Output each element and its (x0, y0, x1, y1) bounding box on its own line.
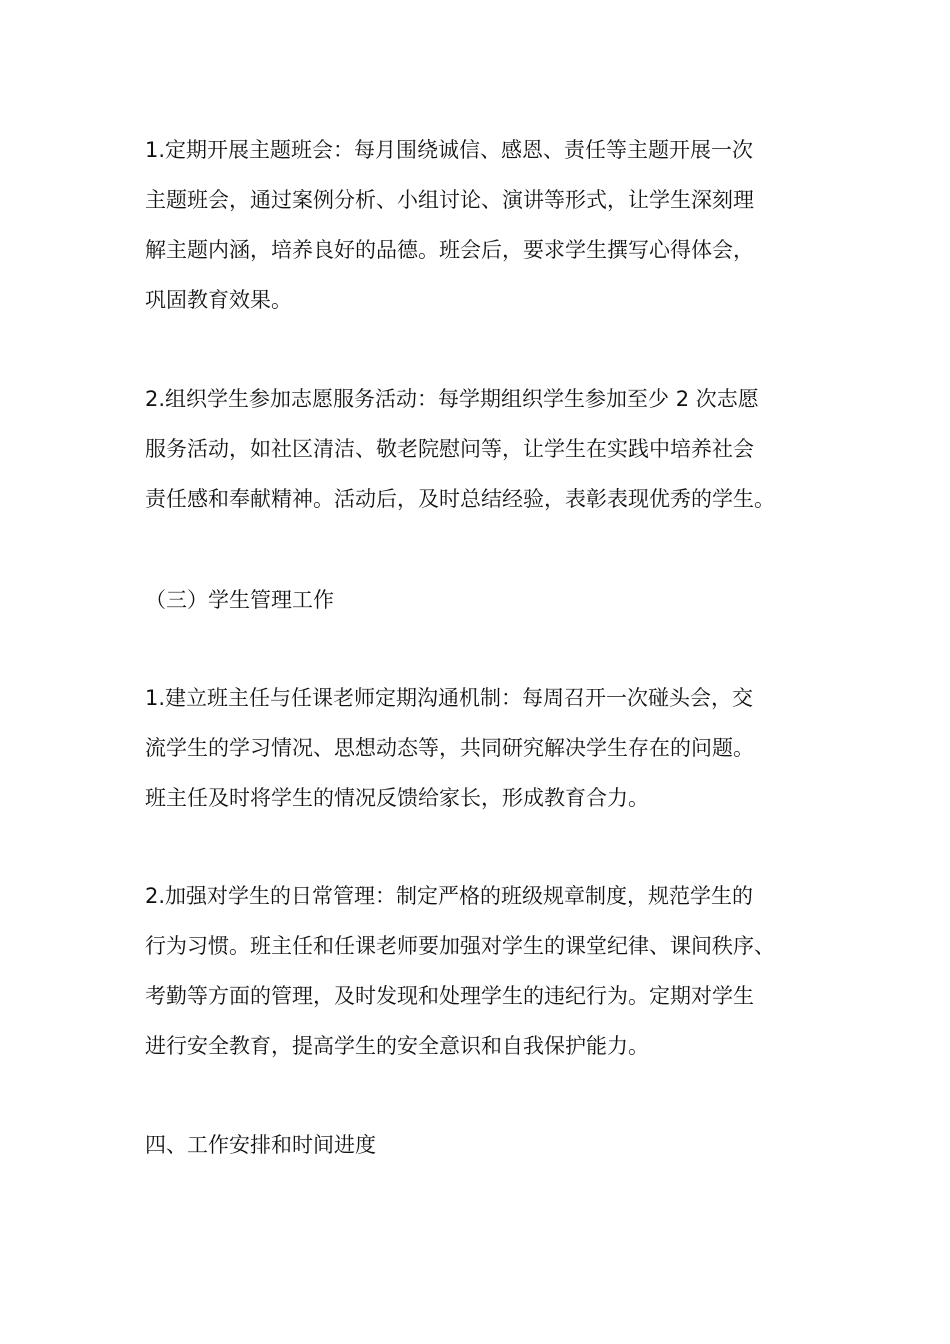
paragraph-daily-management: 2.加强对学生的日常管理：制定严格的班级规章制度，规范学生的 行为习惯。班主任和任课老师要加强对学生的课堂纪律、课间秩序、 考勤等方面的管理，及时发现和处理学生的违纪行为。定期对学生 进行安全教育，提高学生的安全意识和自我保护能力。 (145, 884, 775, 1058)
section-heading-student-management: （三）学生管理工作 (145, 588, 334, 612)
paragraph-theme-class-meeting: 1.定期开展主题班会：每月围绕诚信、感恩、责任等主题开展一次 主题班会，通过案例分析、小组讨论、演讲等形式，让学生深刻理 解主题内涵，培养良好的品德。班会后，要求学生撰写心得体会， 巩固教育效果。 (145, 138, 754, 312)
section-heading-work-schedule: 四、工作安排和时间进度 (145, 1133, 376, 1157)
paragraph-communication-mechanism: 1.建立班主任与任课老师定期沟通机制：每周召开一次碰头会，交 流学生的学习情况、思想动态等，共同研究解决学生存在的问题。 班主任及时将学生的情况反馈给家长，形成教育合力。 (145, 686, 754, 810)
paragraph-volunteer-activities: 2.组织学生参加志愿服务活动：每学期组织学生参加至少 2 次志愿 服务活动，如社区清洁、敬老院慰问等，让学生在实践中培养社会 责任感和奉献精神。活动后，及时总结经验，表彰表现优秀的学生。 (145, 387, 775, 511)
